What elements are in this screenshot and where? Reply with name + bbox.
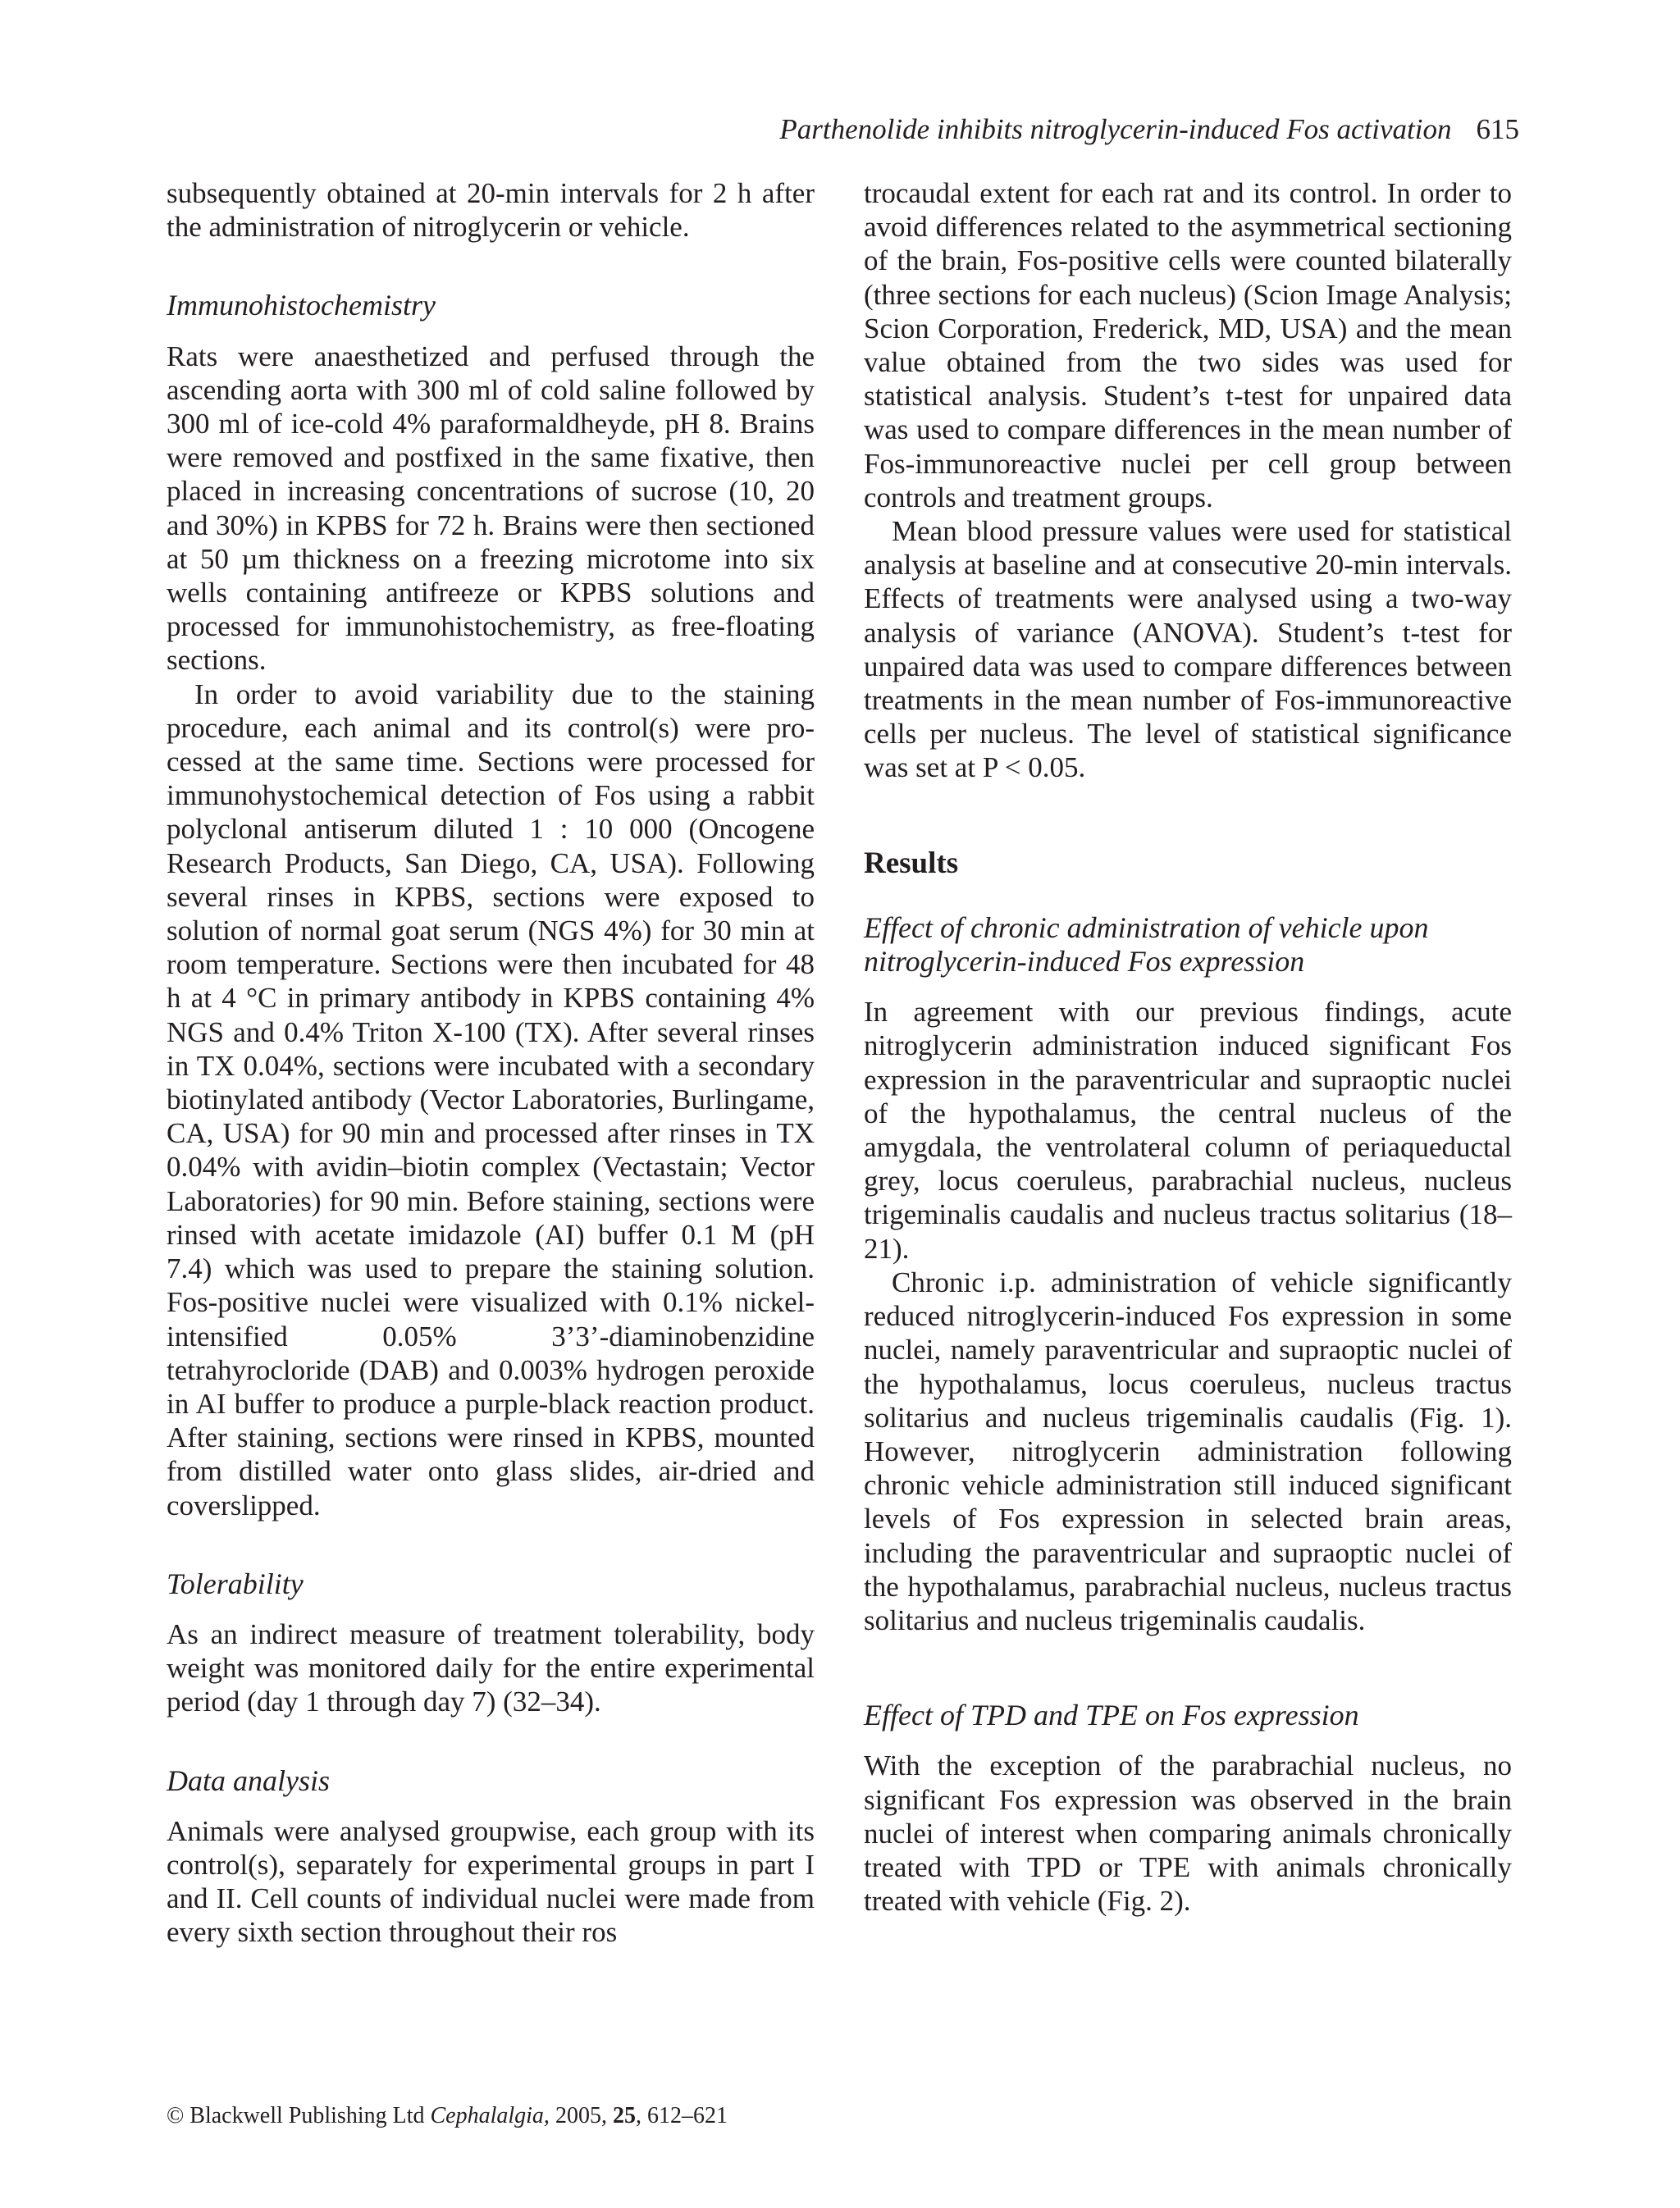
- year: 2005,: [555, 2103, 607, 2128]
- page-range: , 612–621: [635, 2103, 728, 2128]
- paragraph-staining: In order to avoid variability due to the staining procedure, each animal and its control(s) were processed at the same time. Sections were processed for immunohystochemical detection of Fos using a rabbit polyclonal antiserum diluted 1 : 10 000 (Oncogene Research Products, San Diego, CA, USA). Following several rinses in KPBS, sections were exposed to solution of normal goat serum (NGS 4%) for 30 min at room temperature. Sections were then incubated for 48 h at 4 °C in primary antibody in KPBS containing 4% NGS and 0.4% Triton X-100 (TX). After several rinses in TX 0.04%, sections were incubated with a secondary biotinylated antibody (Vector Laboratories, Burlingame, CA, USA) for 90 min and processed after rinses in TX 0.04% with avidin–biotin complex (Vectastain; Vector Laboratories) for 90 min. Before staining, sections were rinsed with acetate imidazole (AI) buffer 0.1 M (pH 7.4) which was used to prepare the staining solution. Fos-positive nuclei were visualized with 0.1% nickel-intensified 0.05% 3’3’-diaminobenzidine tetrahyrocloride (DAB) and 0.003% hydrogen peroxide in AI buffer to produce a purple-black reaction product. After staining, sections were rinsed in KPBS, mounted from distilled water onto glass slides, air-dried and coverslipped.: [167, 677, 815, 1521]
- page-number: 615: [1476, 113, 1519, 145]
- volume: 25: [612, 2103, 636, 2128]
- paragraph-intro-continuation: subsequently obtained at 20-min intervals for 2 h after the administration of nitroglycerin or vehicle.: [167, 177, 815, 244]
- right-column: [864, 176, 1512, 1918]
- running-title: Parthenolide inhibits nitroglycerin-induced Fos activation: [779, 113, 1452, 145]
- paragraph-data-analysis-continued: trocaudal extent for each rat and its control. In order to avoid differences related to the asymmetrical sectioning of the brain, Fos-positive cells were counted bilaterally (three sections for each nucleus) (Scion Image Analysis; Scion Corporation, Frederick, MD, USA) and the mean value obtained from the two sides was used for statistical analysis. Student’s t-test for unpaired data was used to compare differences in the mean number of Fos-immunoreactive nuclei per cell group between controls and treatment groups.: [864, 177, 1512, 513]
- journal-name: Cephalalgia,: [430, 2103, 550, 2128]
- paragraph-chronic-vehicle: Chronic i.p. administration of vehicle significantly reduced nitroglycerin-induced Fos expression in some nuclei, namely paraventricular and supraoptic nuclei of the hypothalamus, locus coeruleus, nucleus tractus solitarius and nucleus trigeminalis caudalis (Fig. 1). However, nitroglycerin administration following chronic vehicle administration still induced significant levels of Fos expression in selected brain areas, including the paraventricular and supraoptic nuclei of the hypothalamus, parabrachial nucleus, nucleus tractus solitarius and nucleus trigeminalis caudalis.: [864, 1266, 1512, 1636]
- heading-immunohistochemistry: Immunohistochemistry: [167, 289, 436, 322]
- paragraph-tpd-tpe: With the exception of the parabrachial nucleus, no significant Fos expression was observed in the brain nuclei of interest when comparing animals chronically treated with TPD or TPE with animals chronically treated with vehicle (Fig. 2).: [864, 1750, 1512, 1918]
- heading-data-analysis: Data analysis: [167, 1763, 331, 1797]
- publisher: © Blackwell Publishing Ltd: [167, 2103, 425, 2128]
- copyright-footer: [167, 2101, 728, 2131]
- heading-tpd-tpe: Effect of TPD and TPE on Fos expression: [864, 1699, 1359, 1732]
- paragraph-perfusion: Rats were anaesthetized and perfused through the ascending aorta with 300 ml of cold saline followed by 300 ml of ice-cold 4% paraformaldheyde, pH 8. Brains were removed and postfixed in the same fixative, then placed in increasing concentrations of sucrose (10, 20 and 30%) in KPBS for 72 h. Brains were then sectioned at 50 µm thickness on a freezing microtome into six wells containing antifreeze or KPBS solutions and processed for immunohistochemistry, as free-floating sections.: [167, 340, 815, 677]
- heading-chronic-vehicle: Effect of chronic administration of vehicle upon nitroglycerin-induced Fos expression: [864, 910, 1429, 979]
- paragraph-acute-nitroglycerin: In agreement with our previous findings, acute nitroglycerin administration induced significant Fos expression in the paraventricular and supraoptic nuclei of the hypothalamus, the central nucleus of the amygdala, the ventrolateral column of periaqueductal grey, locus coeruleus, parabrachial nucleus, nucleus trigeminalis caudalis and nucleus tractus solitarius (18–21).: [864, 996, 1512, 1265]
- paragraph-tolerability: As an indirect measure of treatment tolerability, body weight was monitored daily for the entire experimental period (day 1 through day 7) (32–34).: [167, 1617, 815, 1718]
- heading-tolerability: Tolerability: [167, 1567, 304, 1600]
- paragraph-data-analysis: Animals were analysed groupwise, each group with its control(s), separately for experimental groups in part I and II. Cell counts of individual nuclei were made from every sixth section throughout their ros: [167, 1814, 815, 1949]
- heading-results: Results: [864, 846, 959, 880]
- paragraph-blood-pressure-stats: Mean blood pressure values were used for statistical analysis at baseline and at consecutive 20-min intervals. Effects of treatments were analysed using a two-way analysis of variance (ANOVA). Student’s t-test for unpaired data was used to compare differences between treatments in the mean number of Fos-immunoreactive cells per nucleus. The level of statistical significance was set at P < 0.05.: [864, 515, 1512, 784]
- left-column: [167, 176, 815, 1950]
- running-header: [779, 112, 1519, 148]
